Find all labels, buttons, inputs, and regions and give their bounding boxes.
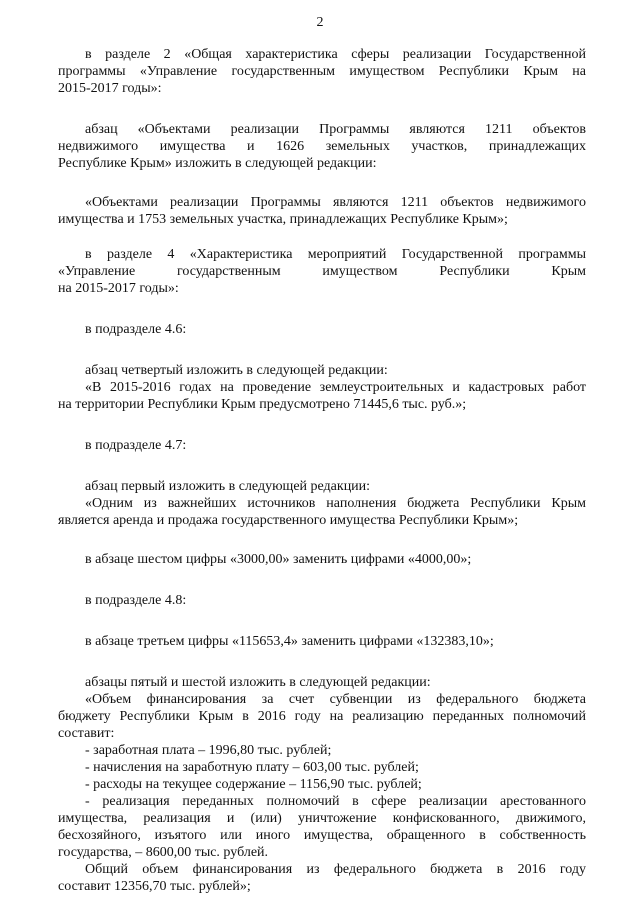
paragraph-objects-new-text [58,194,586,228]
paragraph-abzac-third: в абзаце третьем цифры «115653,4» заменить цифрами «132383,10»; [85,634,494,649]
text-line: в разделе 2 «Общая характеристика сферы реализации Государственной [85,47,586,62]
text-line: программы «Управление государственным имуществом Республики Крым на [58,64,586,79]
text-line: составит: [58,726,115,741]
text-line: имущества и 1753 земельных участка, принадлежащих Республике Крым»; [58,212,508,227]
text-line: абзацы пятый и шестой изложить в следующей редакции: [85,675,431,690]
text-line: недвижимого имущества и 1626 земельных участков, принадлежащих [58,139,586,154]
text-line: «Объем финансирования за счет субвенции из федерального бюджета [85,692,586,707]
list-item: - реализация переданных полномочий в сфере реализации арестованного [85,794,586,809]
paragraph-abzac-fourth [58,362,586,413]
subsection-4-6: в подразделе 4.6: [85,322,187,337]
text-line: абзац «Объектами реализации Программы являются 1211 объектов [85,122,586,137]
text-line: является аренда и продажа государственного имущества Республики Крым»; [58,513,519,528]
text-line: абзац четвертый изложить в следующей редакции: [85,363,388,378]
text-line: бюджету Республики Крым в 2016 году на реализацию переданных полномочий [58,709,586,724]
paragraph-abzac-objects [58,121,586,172]
list-item: - начисления на заработную плату – 603,00 тыс. рублей; [85,760,419,775]
text-line: составит 12356,70 тыс. рублей»; [58,879,251,894]
text-line: абзац первый изложить в следующей редакции: [85,479,371,494]
list-item: - заработная плата – 1996,80 тыс. рублей; [85,743,332,758]
paragraph-section-4 [58,246,586,297]
document-body [58,46,586,895]
text-line: Общий объем финансирования из федерального бюджета в 2016 году [85,862,586,877]
text-line: в разделе 4 «Характеристика мероприятий Государственной программы [85,247,586,262]
paragraph-abzac-first [58,478,586,529]
list-item: - расходы на текущее содержание – 1156,90 тыс. рублей; [85,777,422,792]
paragraph-section-2 [58,46,586,97]
text-line: бесхозяйного, изъятого или иного имущества, обращенного в собственность [58,828,586,843]
text-line: на 2015-2017 годы»: [58,281,179,296]
text-line: Республике Крым» изложить в следующей редакции: [58,156,377,171]
text-line: 2015-2017 годы»: [58,81,162,96]
text-line: «В 2015-2016 годах на проведение землеустроительных и кадастровых работ [85,380,586,395]
text-line: «Объектами реализации Программы являются 1211 объектов недвижимого [85,195,586,210]
text-line: «Управление государственным имуществом Республики Крым [58,264,586,279]
funding-list [58,742,586,861]
text-line: государства, – 8600,00 тыс. рублей. [58,845,269,860]
paragraph-abzac-sixth: в абзаце шестом цифры «3000,00» заменить цифрами «4000,00»; [85,552,472,567]
paragraph-total-funding [58,861,586,895]
page-number: 2 [316,15,324,30]
text-line: на территории Республики Крым предусмотрено 71445,6 тыс. руб.»; [58,397,467,412]
subsection-4-8: в подразделе 4.8: [85,593,187,608]
paragraph-abzacs-fifth-sixth [58,674,586,742]
text-line: «Одним из важнейших источников наполнения бюджета Республики Крым [85,496,586,511]
subsection-4-7: в подразделе 4.7: [85,438,187,453]
text-line: имущества, реализация и (или) уничтожение конфискованного, движимого, [58,811,586,826]
